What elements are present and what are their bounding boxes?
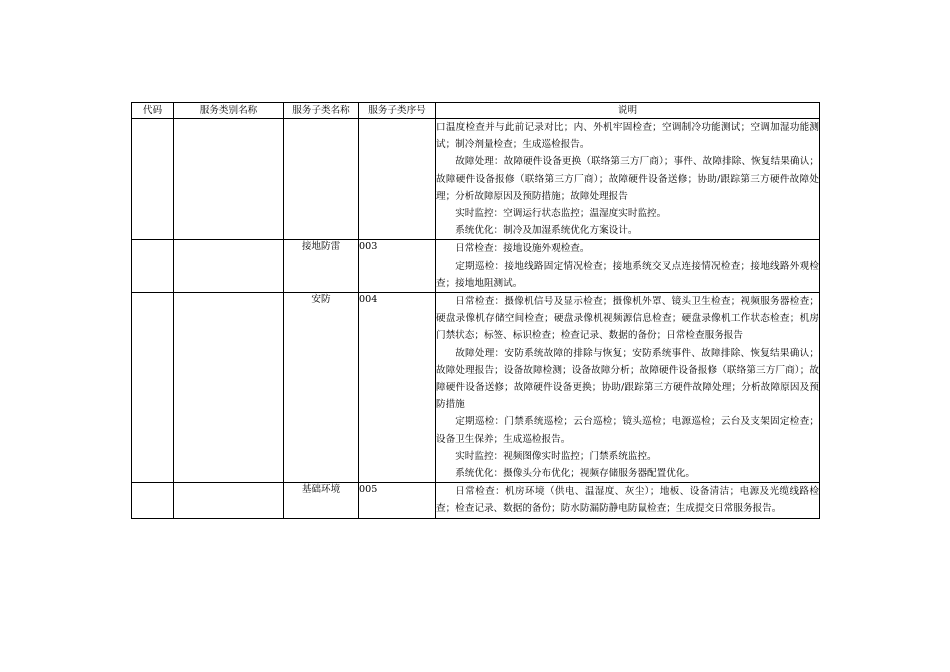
table-row [132, 119, 820, 240]
subcategory-name-cell: 接地防雷 [284, 240, 359, 293]
description-paragraph: 故障处理：安防系统故障的排除与恢复；安防系统事件、故障排除、恢复结果确认；故障处理报告；设备故障检测；设备故障分析；故障硬件设备报修（联络第三方厂商）；故障硬件设备送修；故障硬件设备更换；协助/跟踪第三方硬件故障处理；分析故障原因及预防措施 [436, 347, 819, 411]
description-paragraph: 日常检查：接地设施外观检查。 [455, 243, 590, 255]
description-cell [436, 293, 820, 483]
category-name-cell [174, 293, 284, 483]
description-cell [436, 240, 820, 293]
description-paragraph: 定期巡检：接地线路固定情况检查；接地系统交叉点连接情况检查；接地线路外观检查；接地地阻测试。 [436, 260, 819, 289]
subcategory-seq-cell: 004 [359, 293, 436, 483]
subcategory-seq-cell: 005 [359, 483, 436, 518]
header-description: 说明 [436, 103, 820, 119]
description-cell [436, 119, 820, 240]
subcategory-name-cell: 基础环境 [284, 483, 359, 518]
description-paragraph: 故障处理：故障硬件设备更换（联络第三方厂商）；事件、故障排除、恢复结果确认；故障硬件设备报修（联络第三方厂商）；故障硬件设备送修；协助/跟踪第三方硬件故障处理；分析故障原因及预防措施；故障处理报告 [436, 156, 819, 202]
service-table [131, 102, 820, 519]
description-paragraph: 实时监控：视频图像实时监控；门禁系统监控。 [455, 450, 657, 462]
table-body [132, 119, 820, 519]
table-row [132, 483, 820, 518]
table-row [132, 293, 820, 483]
header-category-name: 服务类别名称 [174, 103, 284, 119]
description-paragraph: 定期巡检：门禁系统巡检；云台巡检；镜头巡检；电源巡检；云台及支架固定检查；设备卫生保养；生成巡检报告。 [436, 416, 819, 445]
description-paragraph: 实时监控：空调运行状态监控；温湿度实时监控。 [455, 208, 667, 220]
category-name-cell [174, 119, 284, 240]
header-code: 代码 [132, 103, 174, 119]
table-header-row [132, 103, 820, 119]
category-name-cell [174, 483, 284, 518]
subcategory-seq-cell: 003 [359, 240, 436, 293]
table-row [132, 240, 820, 293]
description-paragraph: 日常检查：机房环境（供电、温湿度、灰尘）；地板、设备清洁；电源及光缆线路检查；检查记录、数据的备份；防水防漏防静电防鼠检查；生成提交日常服务报告。 [436, 486, 819, 515]
subcategory-name-cell: 安防 [284, 293, 359, 483]
subcategory-name-cell [284, 119, 359, 240]
subcategory-seq-cell [359, 119, 436, 240]
code-cell [132, 119, 174, 240]
category-name-cell [174, 240, 284, 293]
code-cell [132, 240, 174, 293]
description-paragraph: 日常检查：摄像机信号及显示检查；摄像机外罩、镜头卫生检查；视频服务器检查；硬盘录像机存储空间检查；硬盘录像机视频源信息检查；硬盘录像机工作状态检查；机房门禁状态；标签、标识检查；检查记录、数据的备份；日常检查服务报告 [436, 296, 819, 342]
code-cell [132, 293, 174, 483]
description-cell [436, 483, 820, 518]
description-paragraph: 口温度检查并与此前记录对比；内、外机牢固检查；空调制冷功能测试；空调加湿功能测试；制冷剂量检查；生成巡检报告。 [436, 122, 819, 151]
header-subcategory-seq: 服务子类序号 [359, 103, 436, 119]
description-paragraph: 系统优化：摄像头分布优化；视频存储服务器配置优化。 [455, 468, 696, 480]
header-subcategory-name: 服务子类名称 [284, 103, 359, 119]
description-paragraph: 系统优化：制冷及加湿系统优化方案设计。 [455, 225, 638, 237]
code-cell [132, 483, 174, 518]
